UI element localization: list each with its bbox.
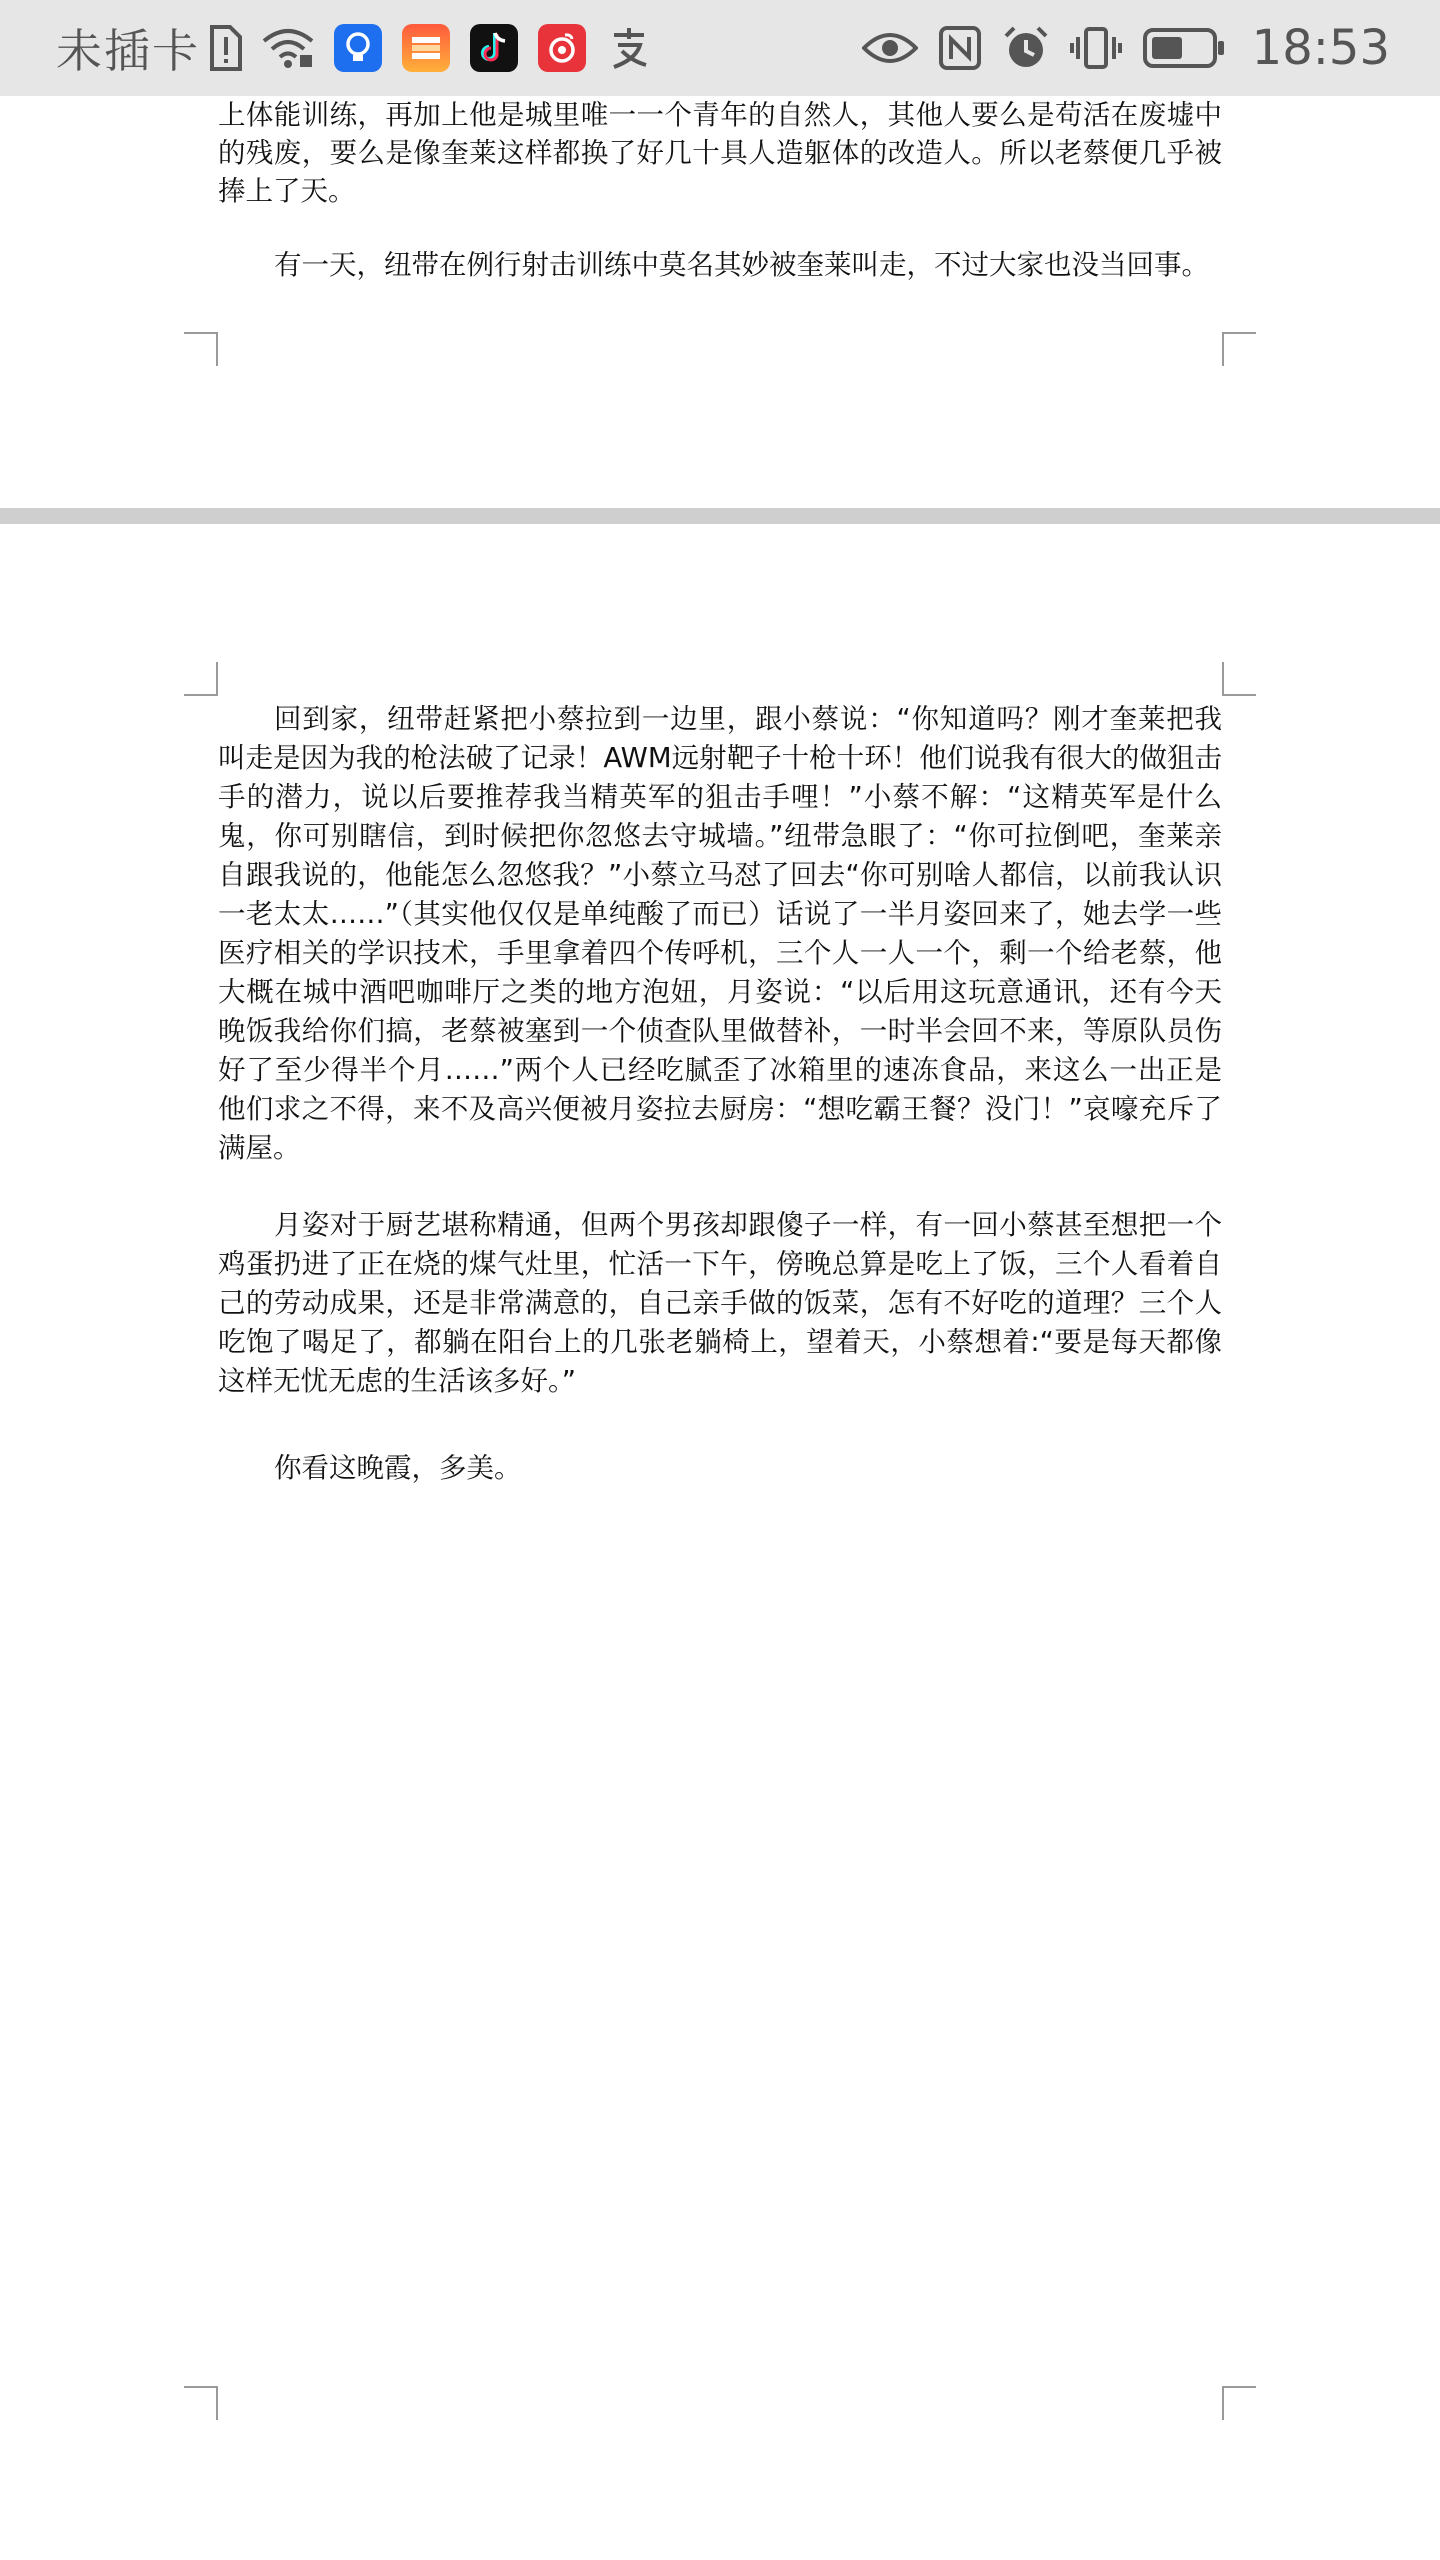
sim-alert-icon — [208, 25, 242, 71]
page2-bottom-mark-left — [184, 2386, 218, 2420]
huawei-wallet-app-icon — [402, 24, 450, 72]
alarm-icon — [1002, 24, 1050, 72]
carrier-label: 未插卡 — [56, 24, 200, 78]
bulb-app-icon — [334, 24, 382, 72]
clock: 18:53 — [1251, 20, 1390, 76]
page2-corner-mark-left — [184, 662, 218, 696]
alipay-icon — [606, 25, 652, 71]
battery-icon — [1142, 27, 1226, 69]
document-view[interactable] — [0, 96, 1440, 2560]
netease-music-app-icon — [538, 24, 586, 72]
page2-text — [218, 700, 1222, 1487]
page2-paragraph-1: 回到家，纽带赶紧把小蔡拉到一边里，跟小蔡说：“你知道吗？刚才奎莱把我叫走是因为我的枪法破了记录！AWM远射靶子十枪十环！他们说我有很大的做狙击手的潜力，说以后要推荐我当精英军的狙击手哩！”小蔡不解：“这精英军是什么鬼，你可别瞎信，到时候把你忽悠去守城墙。”纽带急眼了：“你可拉倒吧，奎莱亲自跟我说的，他能怎么忽悠我？”小蔡立马怼了回去“你可别啥人都信，以前我认识一老太太……”（其实他仅仅是单纯酸了而已）话说了一半月姿回来了，她去学一些医疗相关的学识技术，手里拿着四个传呼机，三个人一人一个，剩一个给老蔡，他大概在城中酒吧咖啡厅之类的地方泡妞，月姿说：“以后用这玩意通讯，还有今天晚饭我给你们搞，老蔡被塞到一个侦查队里做替补，一时半会回不来，等原队员伤好了至少得半个月……”两个人已经吃腻歪了冰箱里的速冻食品，来这么一出正是他们求之不得，来不及高兴便被月姿拉去厨房：“想吃霸王餐？没门！”哀嚎充斥了满屋。 — [218, 703, 1222, 1164]
status-bar — [0, 0, 1440, 96]
wifi-icon — [262, 27, 314, 69]
tiktok-app-icon — [470, 24, 518, 72]
page1-paragraph-2: 有一天，纽带在例行射击训练中莫名其妙被奎莱叫走，不过大家也没当回事。 — [274, 249, 1209, 281]
status-right — [862, 20, 1390, 76]
page1-corner-mark-left — [184, 332, 218, 366]
page1-corner-mark-right — [1222, 332, 1256, 366]
page2-paragraph-3: 你看这晚霞，多美。 — [274, 1452, 522, 1484]
page1-text — [218, 96, 1222, 284]
status-left — [56, 15, 672, 81]
vibrate-icon — [1070, 25, 1122, 71]
nfc-icon — [938, 25, 982, 71]
eye-comfort-icon — [862, 30, 918, 66]
page2-paragraph-2: 月姿对于厨艺堪称精通，但两个男孩却跟傻子一样，有一回小蔡甚至想把一个鸡蛋扔进了正在烧的煤气灶里，忙活一下午，傍晚总算是吃上了饭，三个人看着自己的劳动成果，还是非常满意的，自己亲手做的饭菜，怎有不好吃的道理？三个人吃饱了喝足了，都躺在阳台上的几张老躺椅上，望着天，小蔡想着:“要是每天都像这样无忧无虑的生活该多好。” — [218, 1209, 1222, 1397]
page2-corner-mark-right — [1222, 662, 1256, 696]
page2-bottom-mark-right — [1222, 2386, 1256, 2420]
page-separator — [0, 508, 1440, 524]
page1-paragraph-1: 上体能训练，再加上他是城里唯一一个青年的自然人，其他人要么是苟活在废墟中的残废，要么是像奎莱这样都换了好几十具人造躯体的改造人。所以老蔡便几乎被捧上了天。 — [218, 99, 1222, 207]
